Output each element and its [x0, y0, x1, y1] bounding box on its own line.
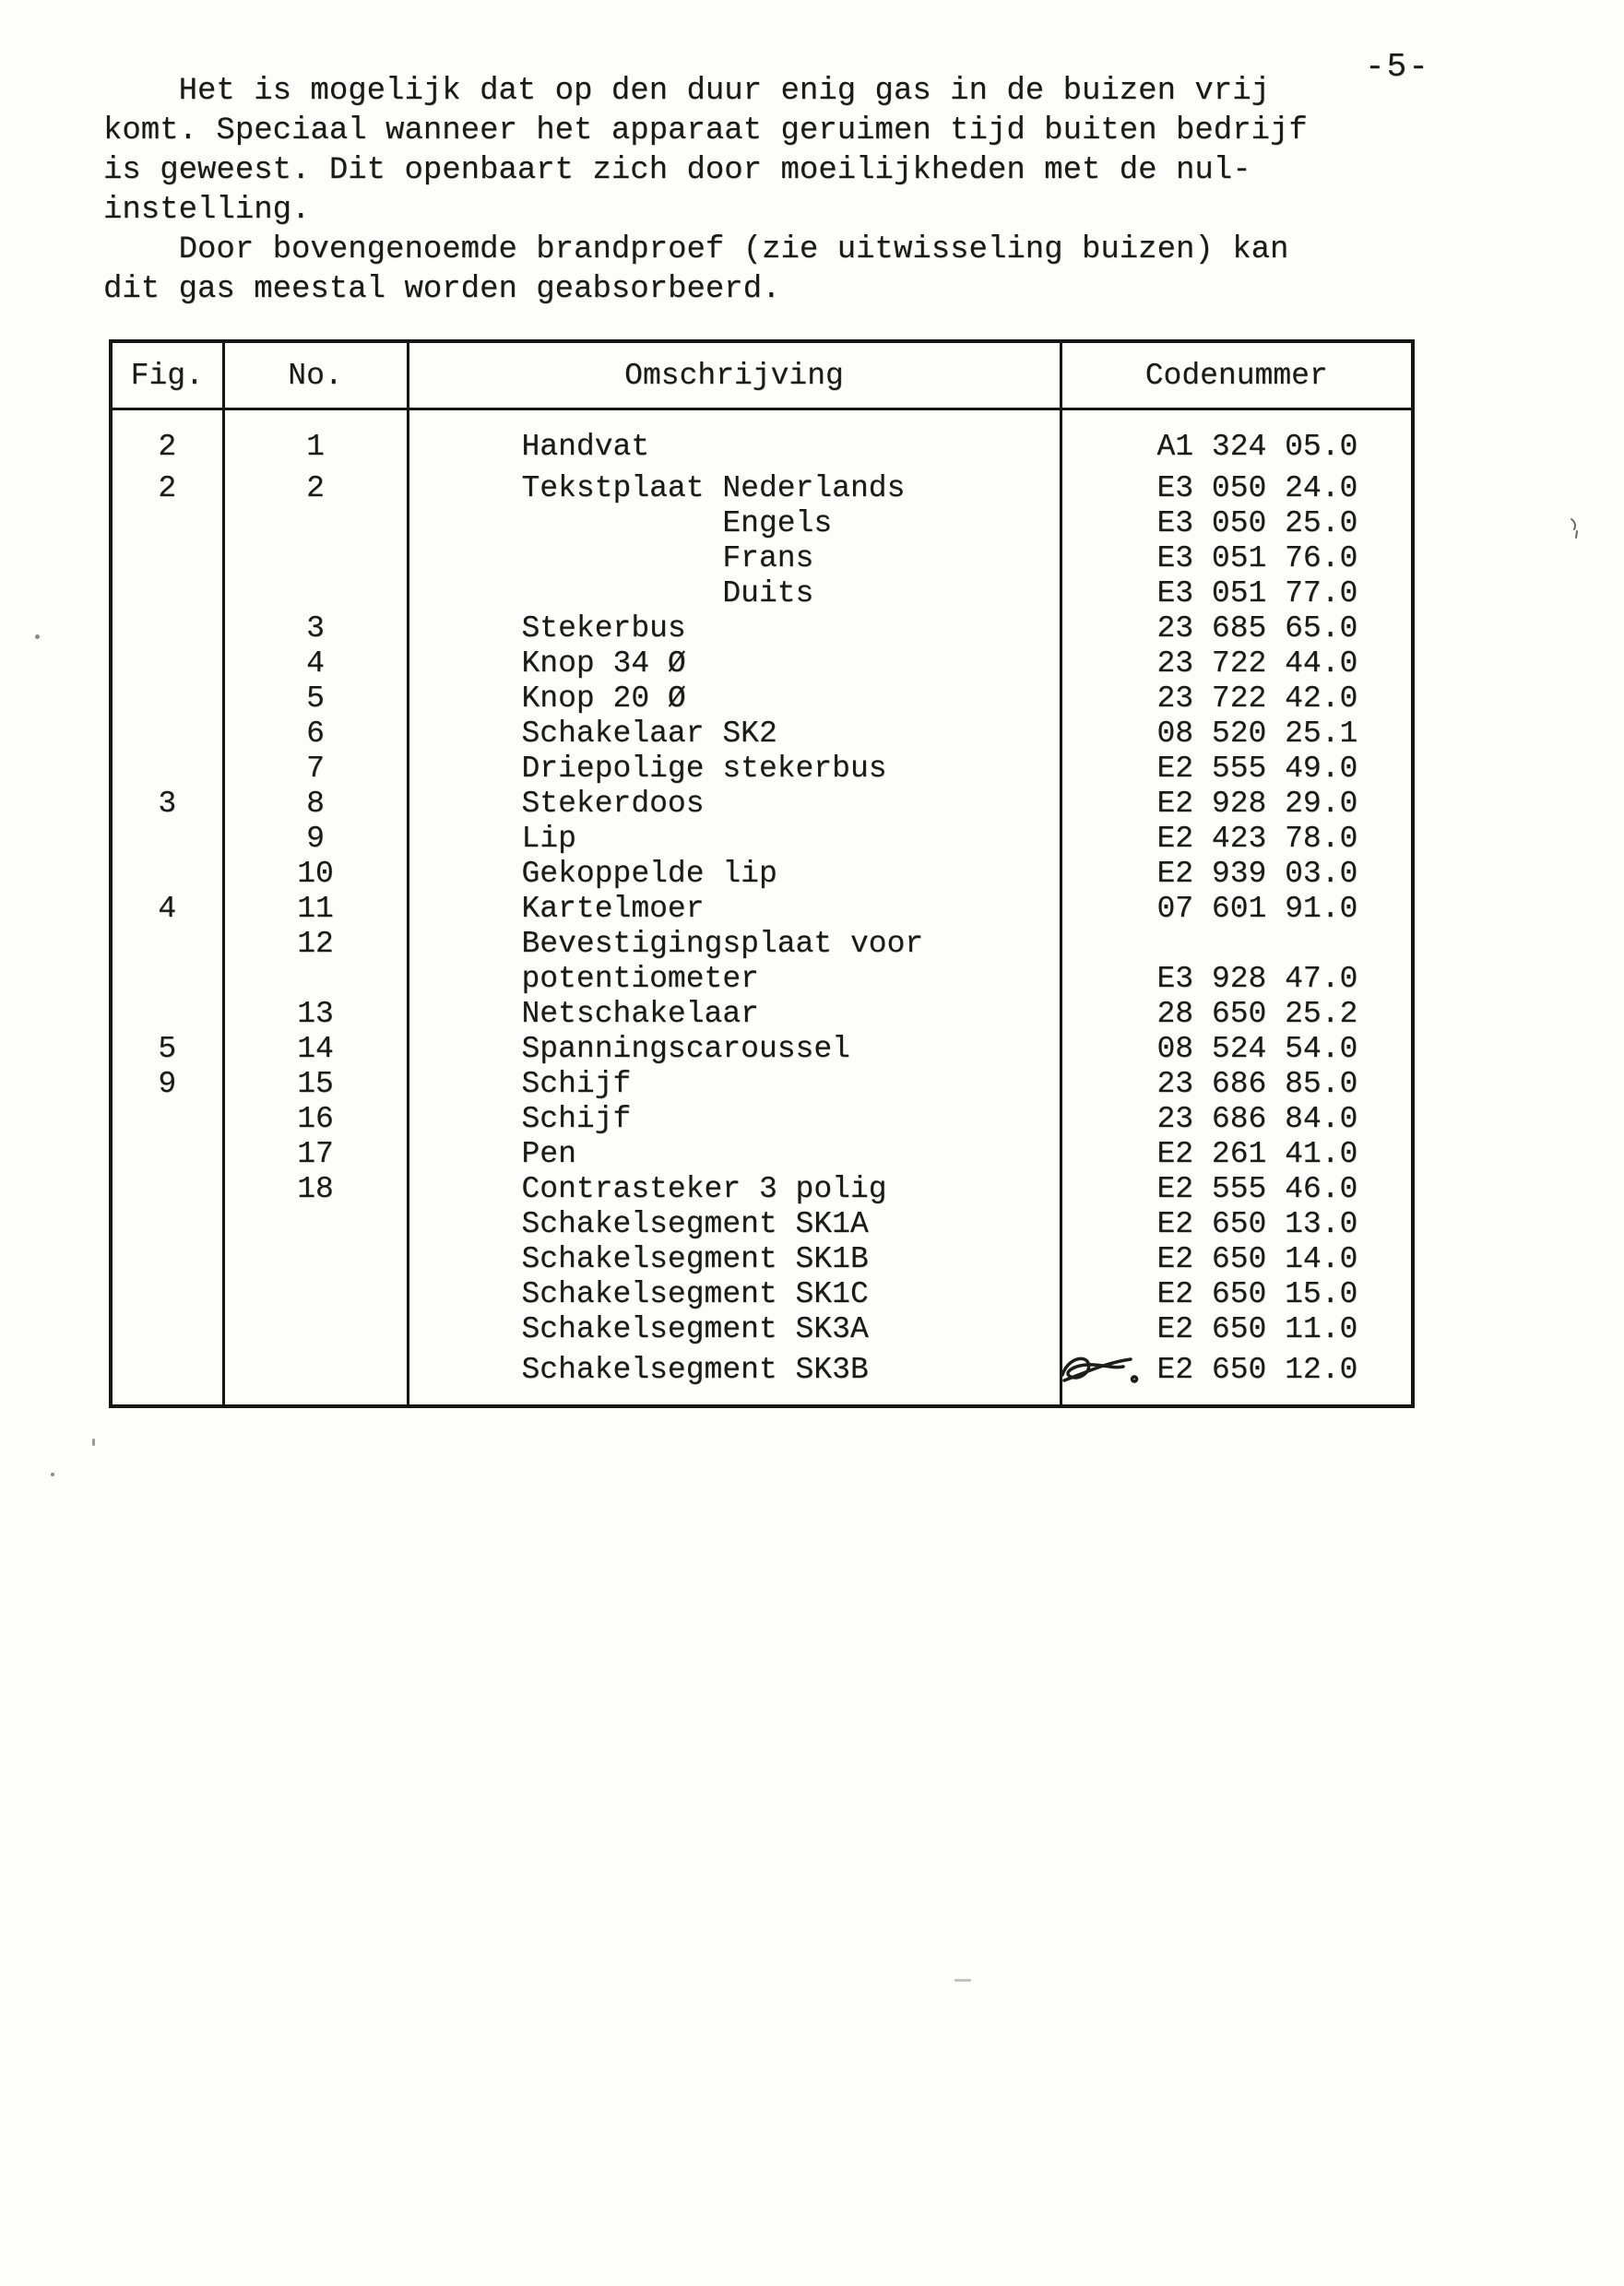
fig-cell — [111, 717, 223, 752]
scan-speck — [35, 634, 40, 639]
no-cell: 11 — [223, 892, 408, 927]
table-row — [111, 611, 1413, 646]
page-number: -5- — [1365, 48, 1430, 86]
fig-cell — [111, 1242, 223, 1277]
fig-cell — [111, 1312, 223, 1347]
desc-cell: Stekerdoos — [408, 787, 1061, 822]
fig-cell — [111, 1102, 223, 1137]
code-cell: E3 051 76.0 — [1156, 541, 1358, 575]
fig-cell — [111, 1277, 223, 1312]
desc-cell: Schakelsegment SK1A — [408, 1207, 1061, 1242]
fig-cell — [111, 506, 223, 541]
no-cell — [223, 1312, 408, 1347]
desc-cell: Schakelsegment SK3A — [408, 1312, 1061, 1347]
parts-table — [109, 339, 1415, 1408]
code-cell: E3 928 47.0 — [1156, 962, 1358, 996]
paragraph-line: instelling. — [103, 193, 311, 228]
table-row — [111, 409, 1413, 472]
fig-cell — [111, 962, 223, 997]
table-row — [111, 717, 1413, 752]
code-cell: E2 650 14.0 — [1156, 1242, 1358, 1276]
no-cell: 10 — [223, 857, 408, 892]
desc-cell: Stekerbus — [408, 611, 1061, 646]
desc-cell: Schakelsegment SK1B — [408, 1242, 1061, 1277]
scan-speck — [92, 1439, 95, 1446]
table-row — [111, 752, 1413, 787]
code-cell: 07 601 91.0 — [1156, 892, 1358, 926]
fig-cell: 2 — [111, 471, 223, 506]
code-cell: E3 051 77.0 — [1156, 576, 1358, 610]
code-cell: 23 722 44.0 — [1156, 646, 1358, 681]
no-cell: 9 — [223, 822, 408, 857]
desc-cell: Spanningscaroussel — [408, 1032, 1061, 1067]
fig-cell — [111, 997, 223, 1032]
no-cell — [223, 1277, 408, 1312]
table-row — [111, 541, 1413, 576]
table-row — [111, 646, 1413, 681]
fig-cell — [111, 1347, 223, 1406]
code-cell: 23 686 85.0 — [1156, 1067, 1358, 1101]
desc-cell: Gekoppelde lip — [408, 857, 1061, 892]
code-cell: 08 520 25.1 — [1156, 717, 1358, 751]
paragraph-line: Door bovengenoemde brandproef (zie uitwisseling buizen) kan — [103, 232, 1289, 267]
fig-cell — [111, 646, 223, 681]
desc-cell: Schakelsegment SK3B — [408, 1347, 1061, 1406]
fig-cell — [111, 541, 223, 576]
desc-cell: Bevestigingsplaat voor — [408, 927, 1061, 962]
no-cell — [223, 1207, 408, 1242]
paragraphs — [0, 0, 1624, 310]
desc-cell: Pen — [408, 1137, 1061, 1172]
code-cell: E2 423 78.0 — [1156, 822, 1358, 856]
table-row — [111, 1102, 1413, 1137]
table-row — [111, 962, 1413, 997]
handwritten-mark-icon — [1055, 1349, 1147, 1386]
desc-cell: Kartelmoer — [408, 892, 1061, 927]
no-cell: 4 — [223, 646, 408, 681]
paragraph-line: dit gas meestal worden geabsorbeerd. — [103, 272, 781, 307]
desc-cell: Schijf — [408, 1102, 1061, 1137]
fig-cell — [111, 576, 223, 611]
desc-cell: Driepolige stekerbus — [408, 752, 1061, 787]
table-row — [111, 1032, 1413, 1067]
fig-cell — [111, 681, 223, 717]
paragraph-line: komt. Speciaal wanneer het apparaat geruimen tijd buiten bedrijf — [103, 113, 1308, 148]
code-cell — [1061, 927, 1413, 962]
table-row — [111, 927, 1413, 962]
table-row — [111, 1347, 1413, 1406]
no-cell: 14 — [223, 1032, 408, 1067]
fig-cell — [111, 611, 223, 646]
table-row — [111, 1172, 1413, 1207]
no-cell — [223, 1242, 408, 1277]
desc-cell: Lip — [408, 822, 1061, 857]
no-cell: 15 — [223, 1067, 408, 1102]
desc-cell: Schijf — [408, 1067, 1061, 1102]
no-cell — [223, 541, 408, 576]
fig-cell: 9 — [111, 1067, 223, 1102]
table-row — [111, 1312, 1413, 1347]
code-cell: 23 686 84.0 — [1156, 1102, 1358, 1136]
scan-smudge — [1568, 516, 1583, 540]
table-row — [111, 681, 1413, 717]
desc-cell: Contrasteker 3 polig — [408, 1172, 1061, 1207]
table-row — [111, 506, 1413, 541]
no-cell: 13 — [223, 997, 408, 1032]
desc-cell: Handvat — [408, 409, 1061, 472]
no-cell — [223, 506, 408, 541]
header-no: No. — [223, 341, 408, 409]
paragraph — [103, 72, 1624, 231]
no-cell — [223, 962, 408, 997]
code-cell: E2 555 46.0 — [1156, 1172, 1358, 1206]
desc-cell: Knop 34 Ø — [408, 646, 1061, 681]
header-row — [111, 341, 1413, 409]
no-cell: 17 — [223, 1137, 408, 1172]
parts-table-header — [111, 341, 1413, 409]
code-cell: A1 324 05.0 — [1156, 430, 1358, 464]
table-row — [111, 822, 1413, 857]
table-row — [111, 997, 1413, 1032]
code-cell: E2 650 13.0 — [1156, 1207, 1358, 1241]
fig-cell — [111, 1207, 223, 1242]
desc-cell: Engels — [408, 506, 1061, 541]
code-cell: 08 524 54.0 — [1156, 1032, 1358, 1066]
paragraph — [103, 231, 1624, 310]
scan-speck — [51, 1473, 54, 1476]
fig-cell: 2 — [111, 409, 223, 472]
code-cell: E2 555 49.0 — [1156, 752, 1358, 786]
table-row — [111, 787, 1413, 822]
fig-cell — [111, 752, 223, 787]
no-cell: 2 — [223, 471, 408, 506]
no-cell — [223, 576, 408, 611]
code-cell: E2 939 03.0 — [1156, 857, 1358, 891]
desc-cell: Frans — [408, 541, 1061, 576]
code-cell: E2 650 12.0 — [1061, 1347, 1413, 1406]
header-fig: Fig. — [111, 341, 223, 409]
table-row — [111, 1277, 1413, 1312]
parts-table-body — [111, 409, 1413, 1407]
no-cell: 5 — [223, 681, 408, 717]
table-row — [111, 1137, 1413, 1172]
code-cell: E2 261 41.0 — [1156, 1137, 1358, 1171]
table-row — [111, 1067, 1413, 1102]
desc-cell: Duits — [408, 576, 1061, 611]
desc-cell: Knop 20 Ø — [408, 681, 1061, 717]
code-cell: E2 650 15.0 — [1156, 1277, 1358, 1311]
no-cell: 12 — [223, 927, 408, 962]
no-cell: 6 — [223, 717, 408, 752]
header-omschrijving: Omschrijving — [408, 341, 1061, 409]
no-cell: 7 — [223, 752, 408, 787]
fig-cell: 4 — [111, 892, 223, 927]
no-cell: 18 — [223, 1172, 408, 1207]
no-cell: 3 — [223, 611, 408, 646]
desc-cell: Schakelaar SK2 — [408, 717, 1061, 752]
code-cell: 28 650 25.2 — [1156, 997, 1358, 1031]
table-row — [111, 1242, 1413, 1277]
code-cell: E2 928 29.0 — [1156, 787, 1358, 821]
paragraph-line: Het is mogelijk dat op den duur enig gas in de buizen vrij — [103, 74, 1271, 109]
fig-cell: 3 — [111, 787, 223, 822]
fig-cell — [111, 1137, 223, 1172]
table-row — [111, 857, 1413, 892]
desc-cell: Netschakelaar — [408, 997, 1061, 1032]
table-row — [111, 471, 1413, 506]
paragraph-line: is geweest. Dit openbaart zich door moeilijkheden met de nul- — [103, 153, 1251, 188]
no-cell: 1 — [223, 409, 408, 472]
fig-cell — [111, 1172, 223, 1207]
no-cell: 8 — [223, 787, 408, 822]
no-cell: 16 — [223, 1102, 408, 1137]
desc-cell: Schakelsegment SK1C — [408, 1277, 1061, 1312]
desc-cell: Tekstplaat Nederlands — [408, 471, 1061, 506]
code-cell: E3 050 25.0 — [1156, 506, 1358, 540]
table-row — [111, 576, 1413, 611]
code-cell: E2 650 11.0 — [1156, 1312, 1358, 1346]
code-cell: 23 722 42.0 — [1156, 681, 1358, 716]
desc-cell: potentiometer — [408, 962, 1061, 997]
fig-cell — [111, 822, 223, 857]
table-row — [111, 1207, 1413, 1242]
fig-cell: 5 — [111, 1032, 223, 1067]
code-cell: 23 685 65.0 — [1156, 611, 1358, 646]
code-cell: E3 050 24.0 — [1156, 471, 1358, 505]
no-cell — [223, 1347, 408, 1406]
scan-speck — [954, 1979, 971, 1982]
header-codenummer: Codenummer — [1061, 341, 1413, 409]
fig-cell — [111, 927, 223, 962]
fig-cell — [111, 857, 223, 892]
table-row — [111, 892, 1413, 927]
